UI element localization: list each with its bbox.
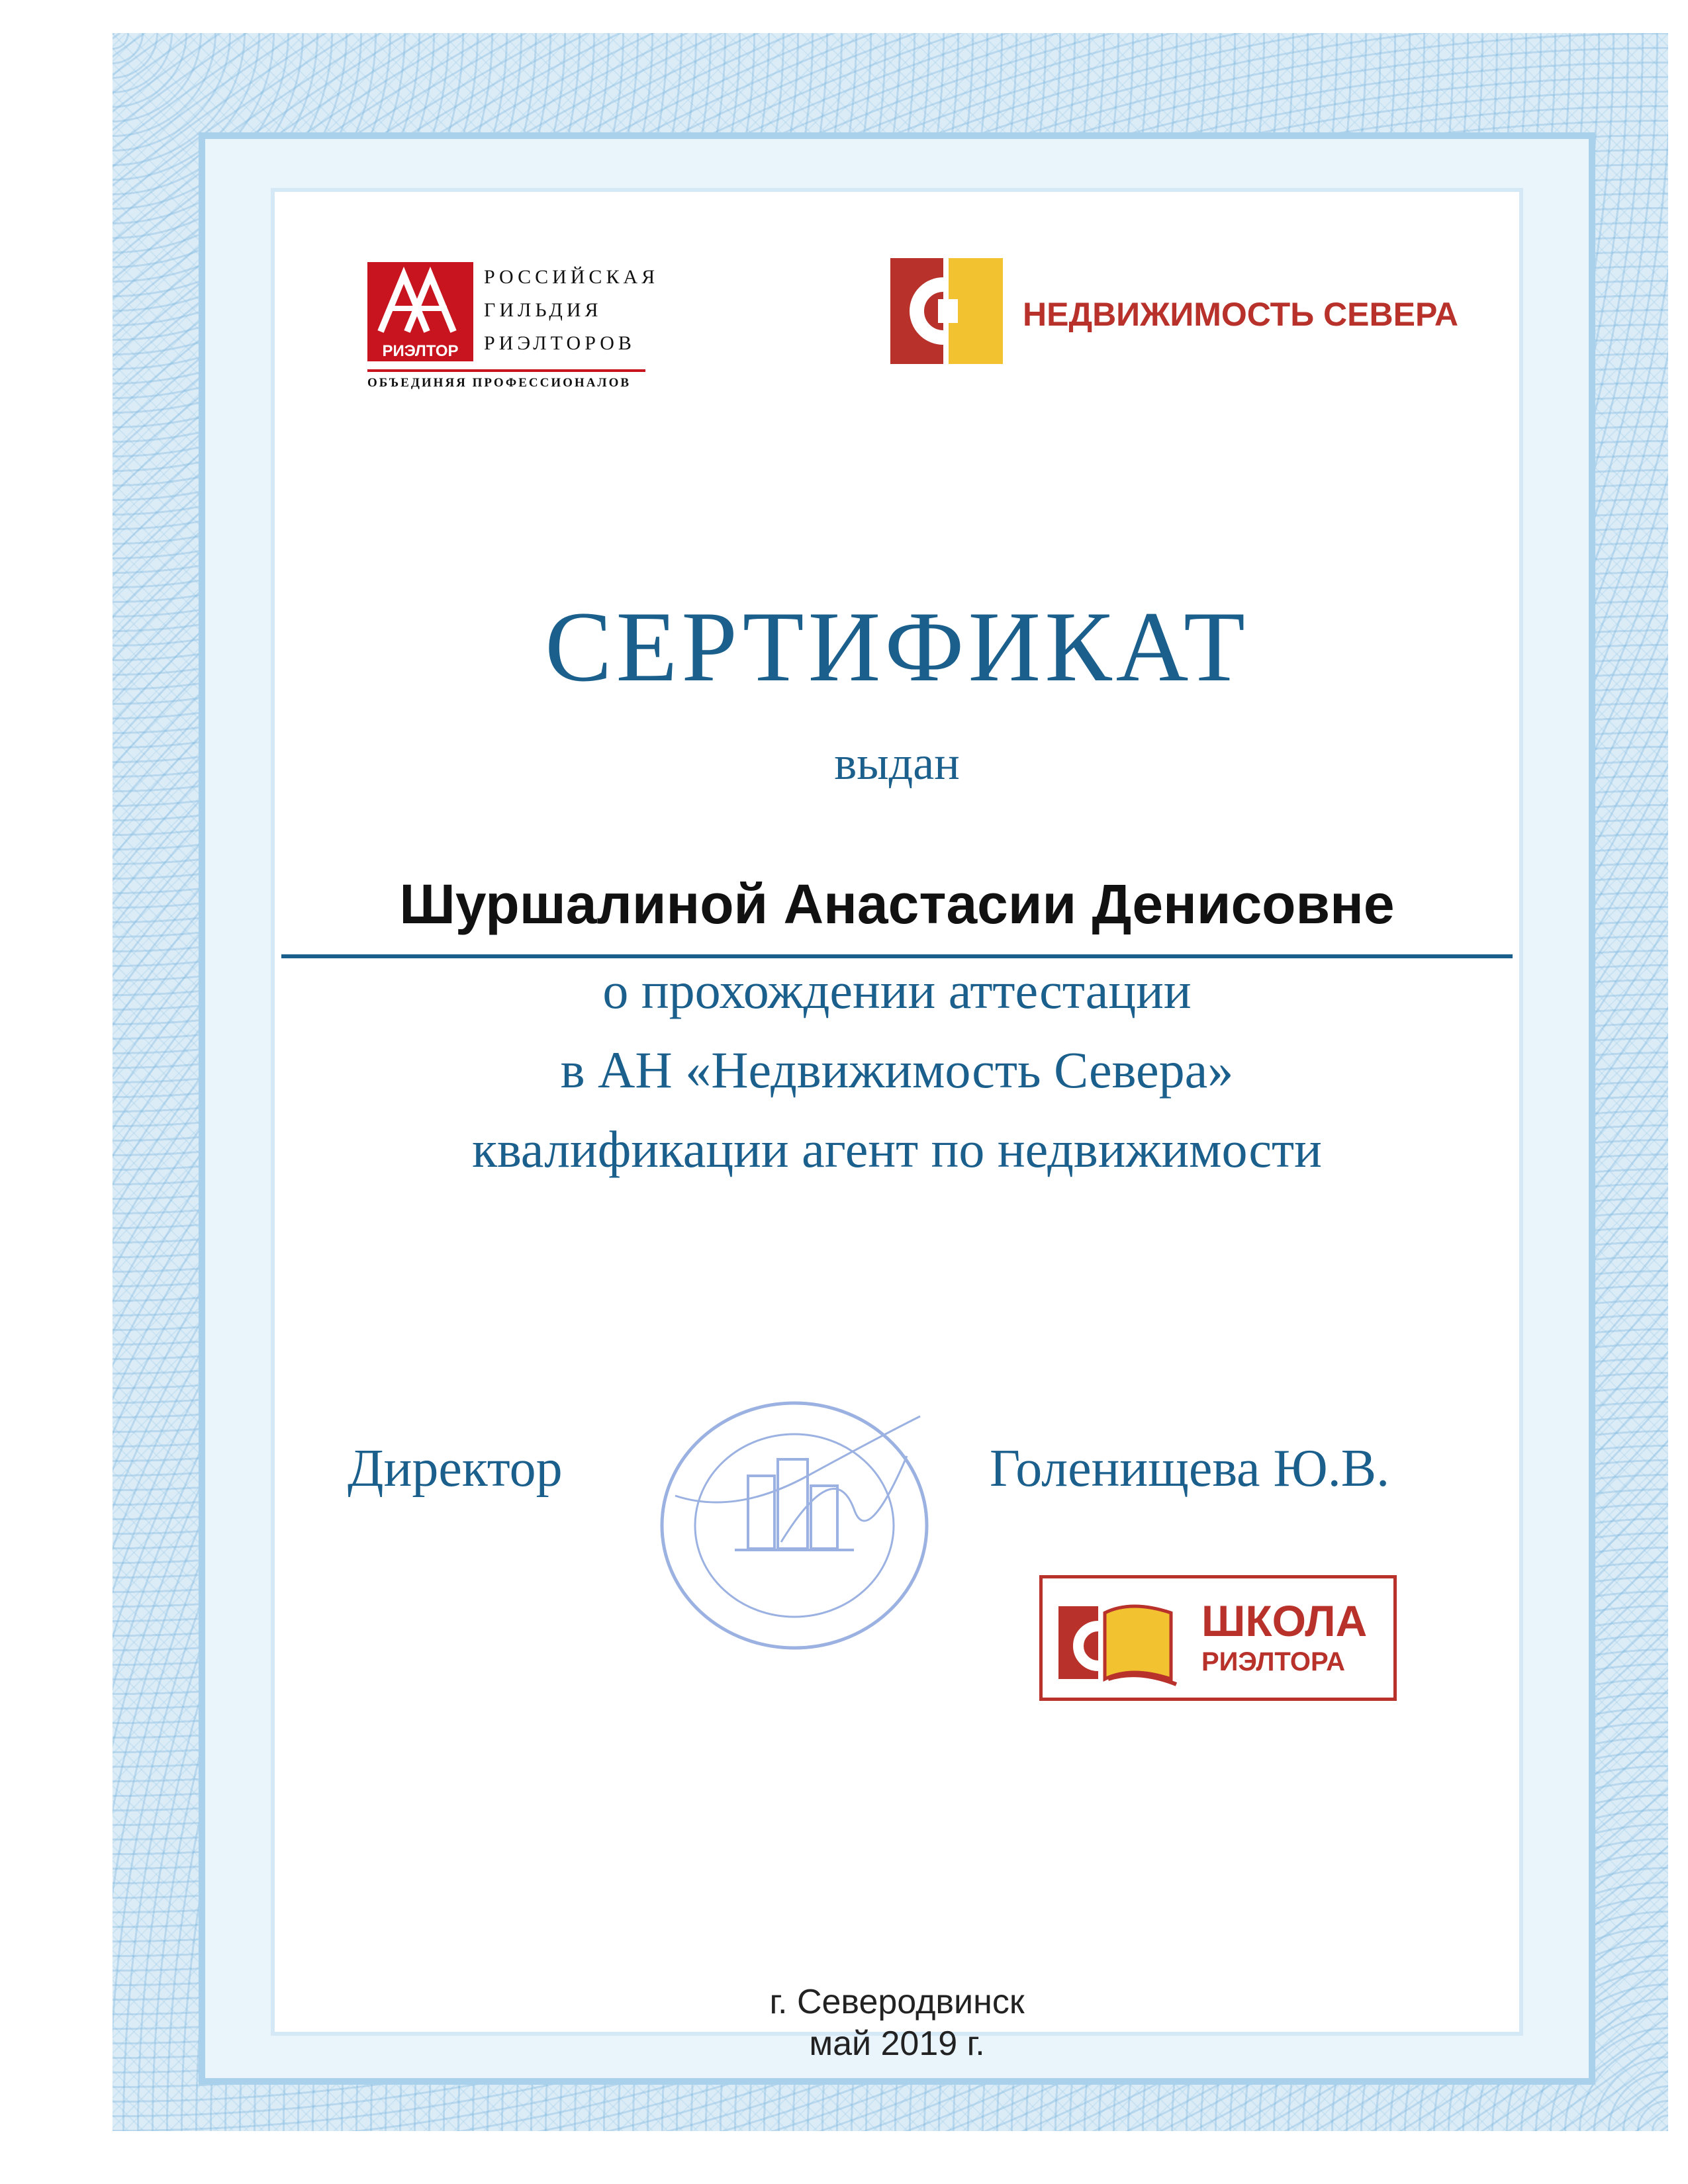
- signatory-name: Голенищева Ю.В.: [990, 1439, 1390, 1498]
- school-logo-subtitle: РИЭЛТОРА: [1201, 1647, 1346, 1676]
- agency-logo: [890, 258, 1486, 371]
- school-logo: [1039, 1575, 1397, 1701]
- issued-to-label: выдан: [834, 737, 960, 790]
- guild-logo: [367, 258, 659, 390]
- agency-logo-text: НЕДВИЖИМОСТЬ СЕВЕРА: [1023, 296, 1459, 333]
- guild-mark-text: РИЭЛТОР: [382, 342, 459, 360]
- guild-name-line1: РОССИЙСКАЯ: [484, 266, 659, 288]
- certificate-panel: [275, 192, 1519, 2032]
- guild-divider: [367, 369, 645, 372]
- school-logo-title: ШКОЛА: [1201, 1596, 1368, 1645]
- certificate-title: СЕРТИФИКАТ: [545, 591, 1249, 702]
- agency-logo-icon: [890, 258, 1003, 364]
- certificate-text-line3: квалификации агент по недвижимости: [472, 1120, 1322, 1178]
- guild-name-line2: ГИЛЬДИЯ: [484, 299, 602, 321]
- issue-city: г. Северодвинск: [769, 1983, 1025, 2021]
- recipient-underline: [281, 954, 1513, 958]
- guild-logo-icon: [367, 262, 473, 361]
- signatory-role: Директор: [348, 1439, 563, 1498]
- school-logo-icon: [1058, 1593, 1184, 1692]
- recipient-name: Шуршалиной Анастасии Денисовне: [399, 873, 1395, 935]
- issue-date: май 2019 г.: [809, 2025, 985, 2063]
- guild-slogan: ОБЪЕДИНЯЯ ПРОФЕССИОНАЛОВ: [367, 376, 632, 390]
- certificate-text-line2: в АН «Недвижимость Севера»: [560, 1041, 1234, 1099]
- official-stamp: [635, 1377, 953, 1674]
- certificate-text-line1: о прохождении аттестации: [602, 962, 1192, 1019]
- guild-name-line3: РИЭЛТОРОВ: [484, 332, 635, 354]
